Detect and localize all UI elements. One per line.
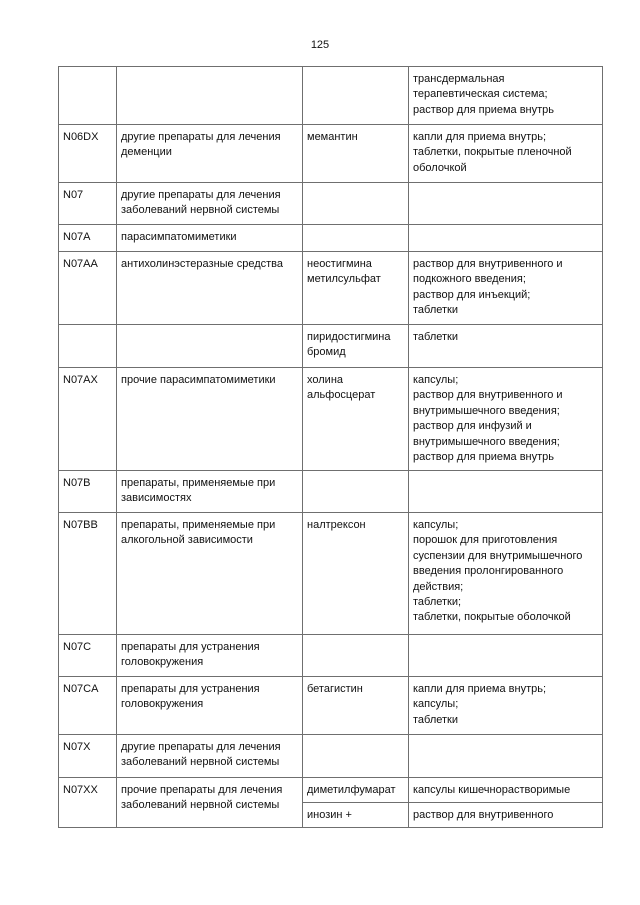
group-name-cell: препараты, применяемые при алкогольной зависимости (117, 513, 303, 635)
dosage-forms-cell: капсулы кишечнорастворимые (409, 778, 603, 803)
table-row (59, 67, 603, 125)
substance-cell (303, 67, 409, 125)
table-row (59, 325, 603, 368)
page-number: 125 (310, 39, 330, 51)
table-row (59, 778, 603, 803)
atc-code-cell: N07X (59, 735, 117, 778)
table-row (59, 368, 603, 471)
group-name-cell: парасимпатомиметики (117, 225, 303, 252)
atc-code-cell: N07BB (59, 513, 117, 635)
substance-cell (303, 735, 409, 778)
drug-table (58, 66, 603, 828)
substance-cell: инозин + (303, 803, 409, 828)
group-name-cell: препараты для устранения головокружения (117, 635, 303, 677)
dosage-forms-cell: раствор для внутривенного (409, 803, 603, 828)
substance-cell: бетагистин (303, 677, 409, 735)
dosage-forms-cell (409, 471, 603, 513)
dosage-forms-cell: капли для приема внутрь; таблетки, покрытые пленочной оболочкой (409, 125, 603, 183)
group-name-cell (117, 325, 303, 368)
table-row (59, 225, 603, 252)
atc-code-cell: N07CA (59, 677, 117, 735)
group-name-cell: антихолинэстеразные средства (117, 252, 303, 325)
atc-code-cell: N07B (59, 471, 117, 513)
substance-cell: налтрексон (303, 513, 409, 635)
substance-cell (303, 183, 409, 225)
substance-cell: диметилфумарат (303, 778, 409, 803)
substance-cell (303, 635, 409, 677)
substance-cell: пиридостигмина бромид (303, 325, 409, 368)
dosage-forms-cell (409, 183, 603, 225)
substance-cell: неостигмина метилсульфат (303, 252, 409, 325)
table-row (59, 183, 603, 225)
dosage-forms-cell: таблетки (409, 325, 603, 368)
dosage-forms-cell: раствор для внутривенного и подкожного введения; раствор для инъекций; таблетки (409, 252, 603, 325)
atc-code-cell (59, 67, 117, 125)
table-row (59, 471, 603, 513)
atc-code-cell: N07AX (59, 368, 117, 471)
substance-cell: холина альфосцерат (303, 368, 409, 471)
atc-code-cell: N07A (59, 225, 117, 252)
table-row (59, 513, 603, 635)
substance-cell: мемантин (303, 125, 409, 183)
group-name-cell: другие препараты для лечения деменции (117, 125, 303, 183)
atc-code-cell: N07AA (59, 252, 117, 325)
dosage-forms-cell: капсулы; порошок для приготовления суспензии для внутримышечного введения пролонгированного действия; таблетки; таблетки, покрытые оболочкой (409, 513, 603, 635)
dosage-forms-cell: капли для приема внутрь; капсулы; таблетки (409, 677, 603, 735)
dosage-forms-cell (409, 225, 603, 252)
table-row (59, 252, 603, 325)
group-name-cell: другие препараты для лечения заболеваний нервной системы (117, 735, 303, 778)
substance-cell (303, 225, 409, 252)
dosage-forms-cell: трансдермальная терапевтическая система; раствор для приема внутрь (409, 67, 603, 125)
substance-cell (303, 471, 409, 513)
table-row (59, 677, 603, 735)
group-name-cell: другие препараты для лечения заболеваний нервной системы (117, 183, 303, 225)
group-name-cell: прочие препараты для лечения заболеваний нервной системы (117, 778, 303, 828)
dosage-forms-cell (409, 735, 603, 778)
atc-code-cell: N06DX (59, 125, 117, 183)
table-row (59, 635, 603, 677)
atc-code-cell: N07 (59, 183, 117, 225)
dosage-forms-cell (409, 635, 603, 677)
atc-code-cell (59, 325, 117, 368)
group-name-cell: препараты для устранения головокружения (117, 677, 303, 735)
dosage-forms-cell: капсулы; раствор для внутривенного и внутримышечного введения; раствор для инфузий и внутримышечного введения; раствор для приема внутрь (409, 368, 603, 471)
group-name-cell: препараты, применяемые при зависимостях (117, 471, 303, 513)
group-name-cell: прочие парасимпатомиметики (117, 368, 303, 471)
atc-code-cell: N07C (59, 635, 117, 677)
table-row (59, 125, 603, 183)
table-row (59, 735, 603, 778)
atc-code-cell: N07XX (59, 778, 117, 828)
group-name-cell (117, 67, 303, 125)
